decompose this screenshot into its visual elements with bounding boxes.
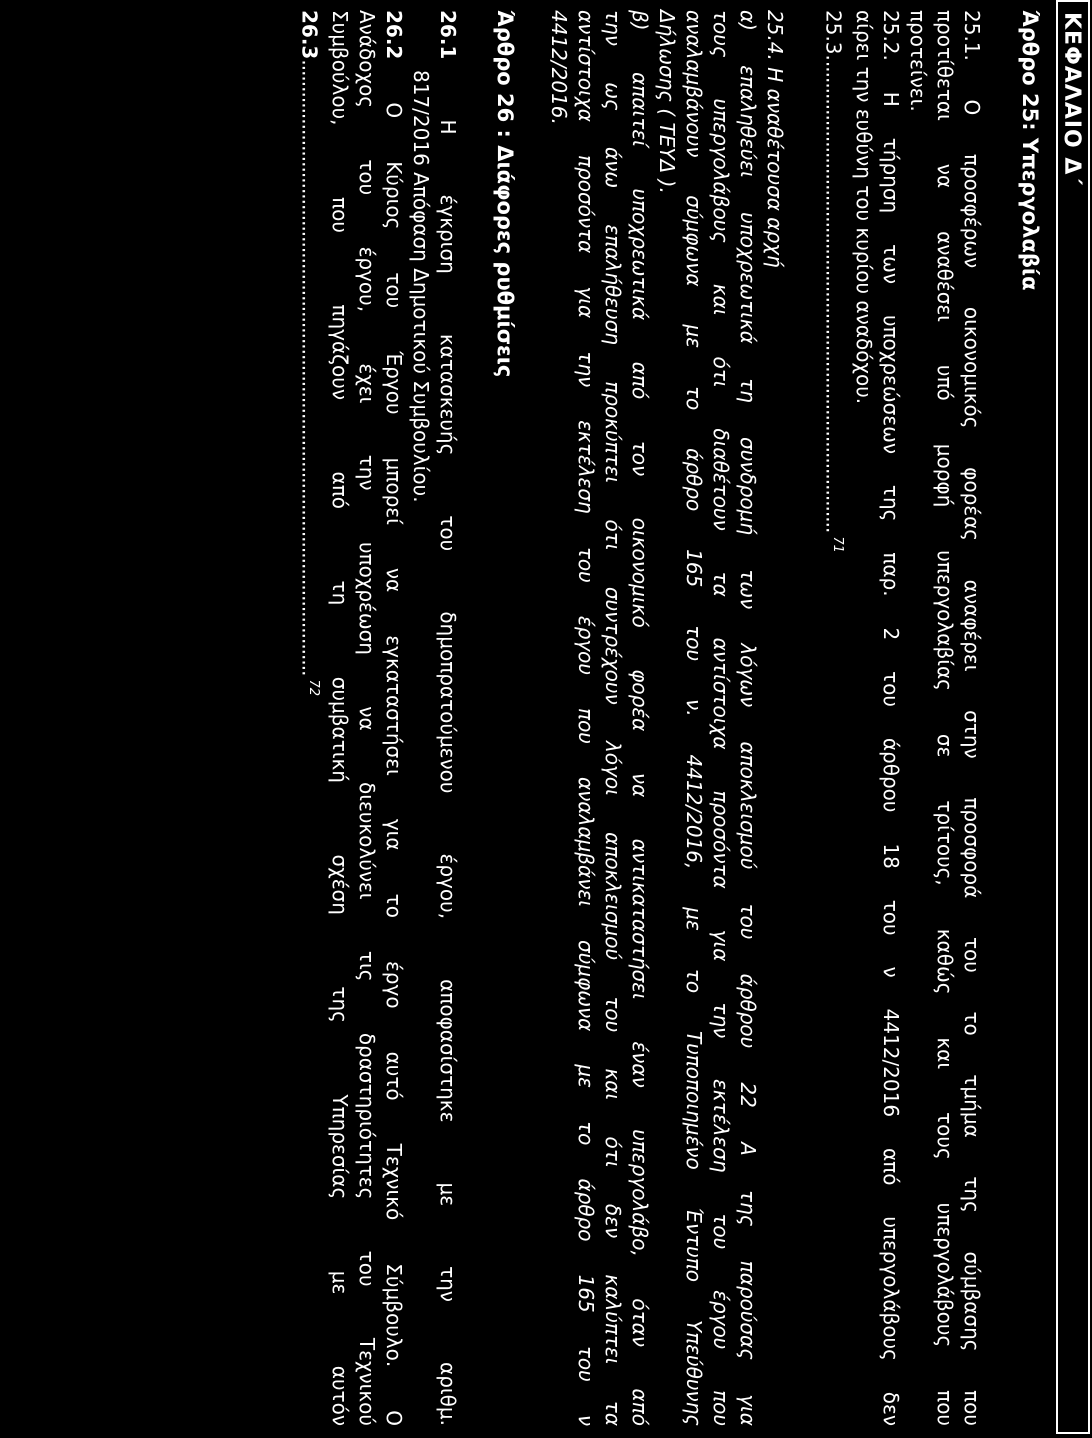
paragraph-25-1-line: προτείνει. <box>906 10 930 112</box>
paragraph-25-4-line: τους υπεργολάβους και ότι διαθέτουν τα αντίστοιχα προσόντα για την εκτέλεση του έργου που <box>709 10 733 1426</box>
paragraph-25-4-line: β) απαιτεί υποχρεωτικά από τον οικονομικό φορέα να αντικαταστήσει έναν υπεργολάβο, όταν από <box>628 10 652 1426</box>
paragraph-25-1-line: προτίθεται να αναθέσει υπό μορφή υπεργολαβίας σε τρίτους, καθώς και τους υπεργολάβους που <box>933 10 957 1426</box>
paragraph-26-2-label: 26.2 <box>382 10 406 60</box>
paragraph-26-2-line: Ανάδοχος του έργου, έχει την υποχρέωση να διευκολύνει τις δραστηριότητες του Τεχνικού <box>355 10 379 1426</box>
chapter-title: ΚΕΦΑΛΑΙΟ Δ΄ <box>1059 12 1084 187</box>
paragraph-26-2-text: Ο Κύριος του Έργου μπορεί να εγκαταστήσει για το έργο αυτό Τεχνικό Σύμβουλο. Ο <box>382 102 406 1426</box>
paragraph-25-4-line: αναλαμβάνουν σύμφωνα με το άρθρο 165 του ν. 4412/2016, με το Τυποποιημένο Έντυπο Υπεύθυνης <box>682 10 706 1426</box>
paragraph-26-1-line <box>436 10 460 1426</box>
footnote-ref-71: 71 <box>830 536 845 553</box>
paragraph-25-3-label: 25.3. <box>821 10 846 61</box>
paragraph-25-4-line: Δήλωσης ( ΤΕΥΔ ). <box>655 10 679 194</box>
paragraph-26-2-line: Συμβούλου, που πηγάζουν από τη συμβατική σχέση της Υπηρεσίας με αυτόν <box>328 10 352 1426</box>
paragraph-25-4-line: 4412/2016. <box>547 10 571 125</box>
paragraph-26-1-line: 817/2016 Απόφαση Δημοτικού Συμβουλίου. <box>409 70 433 503</box>
paragraph-25-4-line: α) επαληθεύει υποχρεωτικά τη συνδρομή των λόγων αποκλεισμού του άρθρου 22 Α της παρούσας για <box>736 10 760 1426</box>
paragraph-25-4-line: 25.4. Η αναθέτουσα αρχή <box>763 10 787 268</box>
paragraph-26-1-label: 26.1 <box>436 10 460 60</box>
chapter-header <box>1056 0 1090 1434</box>
paragraph-26-3-dots: ................................................................................................................... <box>297 59 322 676</box>
footnote-ref-72: 72 <box>306 679 321 697</box>
paragraph-26-2-line <box>382 10 406 1426</box>
paragraph-25-4-line: αντίστοιχα προσόντα για την εκτέλεση του έργου που αναλαμβάνει σύμφωνα με το άρθρο 165 του ν <box>574 10 598 1426</box>
article-26-title: Άρθρο 26 : Διάφορες ρυθμίσεις <box>493 10 517 378</box>
paragraph-25-3-dots: ........................................................................................ <box>821 60 846 533</box>
paragraph-26-3 <box>297 10 325 696</box>
paragraph-25-1-line: 25.1. Ο προσφέρων οικονομικός φορέας αναφέρει στην προσφορά του το τμήμα της σύμβασης που <box>960 10 984 1426</box>
paragraph-25-2-line: 25.2. Η τήρηση των υποχρεώσεων της παρ. 2 του άρθρου 18 του ν 4412/2016 από υπεργολάβους δεν <box>879 10 903 1426</box>
article-25-title: Άρθρο 25: Υπεργολαβία <box>1018 10 1042 291</box>
paragraph-25-4-line: την ως άνω επαλήθευση προκύπτει ότι συντρέχουν λόγοι αποκλεισμού του και ότι δεν καλύπτει τα <box>601 10 625 1426</box>
paragraph-26-3-label: 26.3 <box>297 10 322 60</box>
paragraph-25-3 <box>821 10 849 553</box>
paragraph-26-1-text: Η έγκριση κατασκευής του δημοπρατούμενου έργου, αποφασίστηκε με την αριθμ. <box>436 119 460 1426</box>
paragraph-25-2-line: αίρει την ευθύνη του κυρίου αναδόχου. <box>852 10 876 405</box>
